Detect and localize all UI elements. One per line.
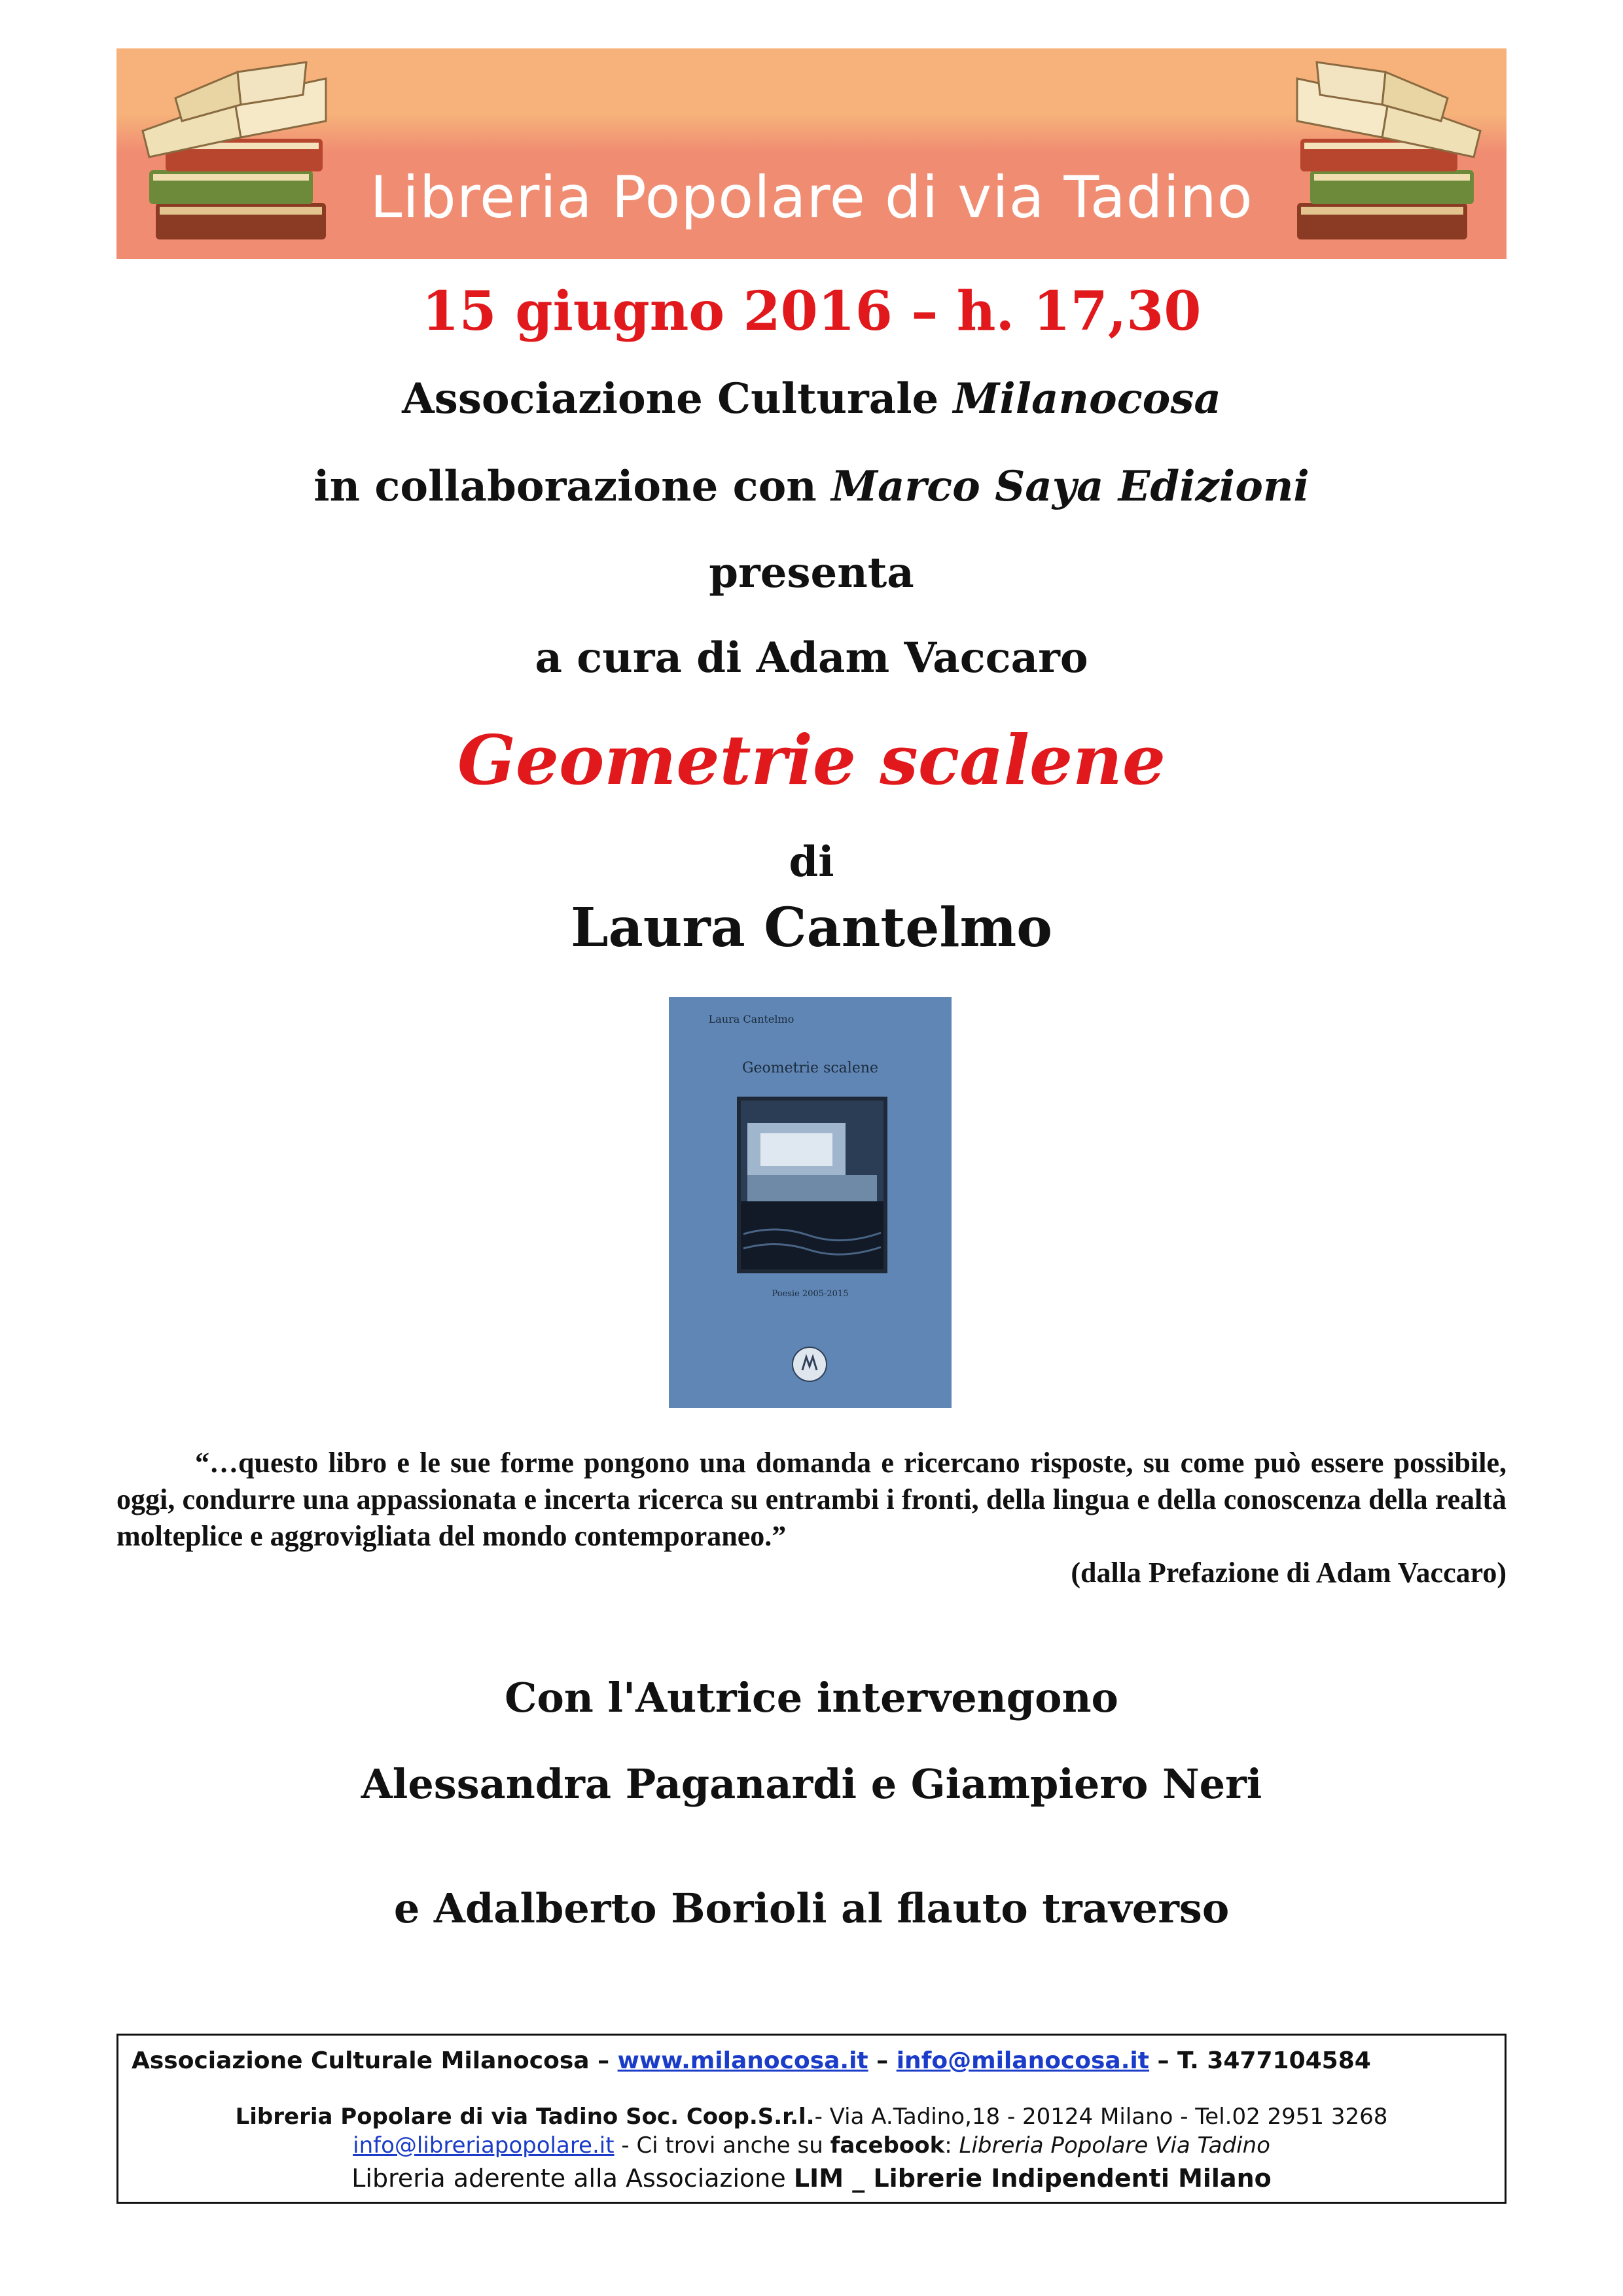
event-date: 15 giugno 2016 – h. 17,30	[421, 280, 1202, 343]
library-name: Libreria Popolare di via Tadino Soc. Coop.S.r.l.	[235, 2104, 815, 2130]
curator-line: a cura di Adam Vaccaro	[535, 633, 1088, 682]
presents-line: presenta	[709, 548, 914, 597]
footer-assoc-name: Associazione Culturale Milanocosa	[132, 2047, 590, 2074]
library-email-link[interactable]: info@libreriapopolare.it	[353, 2132, 615, 2159]
facebook-page-name: Libreria Popolare Via Tadino	[959, 2132, 1270, 2159]
preface-quote: “…questo libro e le sue forme pongono una domanda e ricercano risposte, su come può essere possibile, oggi, condurre una appassionata e incerta ricerca su entrambi i fronti, della lingua e della conoscenza della realtà molteplice e aggrovigliata del mondo contemporaneo.”	[116, 1447, 1507, 1552]
footer-library-line	[118, 2104, 1505, 2130]
milanocosa-website-link[interactable]: www.milanocosa.it	[617, 2047, 868, 2074]
quote-source: (dalla Prefazione di Adam Vaccaro)	[1071, 1557, 1507, 1589]
milanocosa-email-link[interactable]: info@milanocosa.it	[896, 2047, 1149, 2074]
footer-membership-line	[118, 2164, 1505, 2193]
publisher-logo-icon	[791, 1345, 829, 1383]
speakers-names: Alessandra Paganardi e Giampiero Neri	[361, 1760, 1262, 1808]
speakers-heading: Con l'Autrice intervengono	[505, 1674, 1118, 1722]
musician-line: e Adalberto Borioli al flauto traverso	[393, 1884, 1230, 1932]
header-banner	[116, 48, 1507, 259]
cover-years: Poesie 2005-2015	[772, 1289, 849, 1299]
membership-name: LIM _ Librerie Indipendenti Milano	[793, 2164, 1272, 2193]
library-address: - Via A.Tadino,18 - 20124 Milano - Tel.02 2951 3268	[814, 2104, 1388, 2130]
book-title: Geometrie scalene	[457, 720, 1166, 800]
footer-separator: –	[589, 2047, 618, 2074]
membership-prefix: Libreria aderente alla Associazione	[351, 2164, 794, 2193]
footer-contact-line	[132, 2047, 1371, 2074]
footer-separator: –	[868, 2047, 897, 2074]
organizer-line	[0, 374, 1623, 423]
author-name: Laura Cantelmo	[571, 896, 1052, 959]
footer-library-contact	[118, 2132, 1505, 2159]
book-cover-image	[669, 997, 952, 1408]
collaboration-line	[0, 462, 1623, 511]
footer-phone: – T. 3477104584	[1149, 2047, 1371, 2074]
cover-title: Geometrie scalene	[741, 1060, 879, 1076]
cover-author: Laura Cantelmo	[708, 1013, 794, 1025]
collaboration-prefix: in collaborazione con	[313, 462, 832, 511]
publisher-name: Marco Saya Edizioni	[831, 462, 1310, 511]
organizer-prefix: Associazione Culturale	[402, 374, 954, 423]
cover-photo	[737, 1097, 887, 1273]
footer-box	[116, 2034, 1507, 2204]
facebook-prefix: - Ci trovi anche su	[614, 2132, 830, 2159]
facebook-label: facebook	[830, 2132, 945, 2159]
by-label: di	[789, 838, 834, 887]
facebook-colon: :	[944, 2132, 959, 2159]
organizer-name: Milanocosa	[953, 374, 1221, 423]
banner-title: Libreria Popolare di via Tadino	[370, 164, 1253, 231]
